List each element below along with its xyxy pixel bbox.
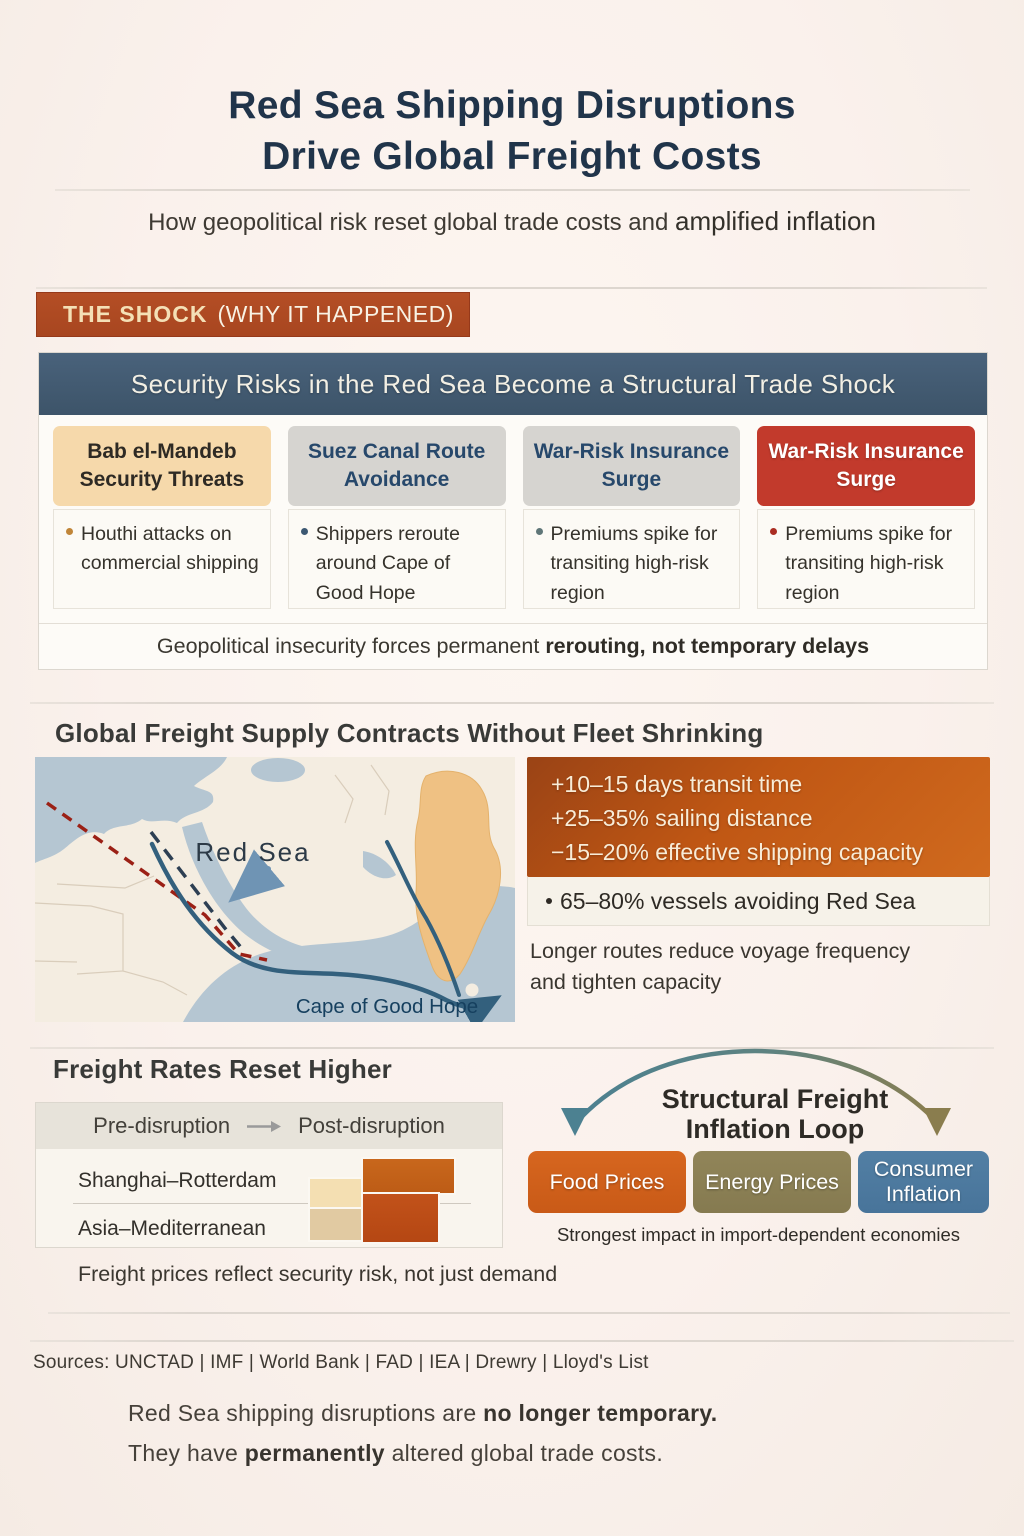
column-war-risk-2 — [757, 426, 975, 609]
food-prices-box: Food Prices — [528, 1151, 686, 1213]
vessels-stat: 65–80% vessels avoiding Red Sea — [560, 887, 916, 914]
column-header: Bab el-Mandeb Security Threats — [53, 426, 271, 506]
bullet-dot-icon — [66, 528, 73, 535]
consumer-inflation-box: Consumer Inflation — [858, 1151, 989, 1213]
arrow-right-icon — [246, 1120, 282, 1133]
energy-prices-box: Energy Prices — [693, 1151, 851, 1213]
divider — [30, 1340, 1014, 1342]
bullet-dot-icon — [301, 528, 308, 535]
badge-label: THE SHOCK — [63, 301, 208, 327]
page-title — [0, 80, 1024, 183]
rates-caption: Freight prices reflect security risk, not just demand — [78, 1262, 558, 1286]
column-body: Houthi attacks on commercial shipping — [53, 509, 271, 609]
column-war-risk-1 — [523, 426, 741, 609]
badge-sublabel: (WHY IT HAPPENED) — [217, 301, 454, 327]
shock-card-footer: Geopolitical insecurity forces permanent rerouting, not temporary delays — [156, 634, 870, 658]
transit-stats-box — [527, 757, 990, 877]
column-body: Shippers reroute around Cape of Good Hope — [288, 509, 506, 609]
subtitle-text: How geopolitical risk reset global trade costs and — [148, 209, 676, 236]
route-label: Shanghai–Rotterdam — [78, 1169, 277, 1192]
shock-card-title: Security Risks in the Red Sea Become a Structural Trade Shock — [39, 353, 987, 415]
closing-line-2: They have permanently altered global trade costs. — [128, 1440, 664, 1466]
column-body: Premiums spike for transiting high-risk region — [523, 509, 741, 609]
supply-note: Longer routes reduce voyage frequency and tighten capacity — [530, 939, 911, 995]
bullet-dot-icon — [546, 898, 552, 904]
bar-asia-post — [363, 1194, 438, 1242]
rates-panel-header — [36, 1103, 502, 1149]
divider — [30, 702, 994, 704]
route-label: Asia–Mediterranean — [78, 1217, 266, 1240]
closing-line-1: Red Sea shipping disruptions are no longer temporary. — [128, 1400, 718, 1426]
vessels-stat-box — [527, 877, 990, 926]
supply-section-title: Global Freight Supply Contracts Without Fleet Shrinking — [55, 718, 764, 748]
loop-caption: Strongest impact in import-dependent economies — [556, 1224, 961, 1245]
post-disruption-label: Post-disruption — [298, 1113, 445, 1138]
bullet-dot-icon — [536, 528, 543, 535]
red-sea-route-map — [35, 757, 515, 1022]
page-subtitle — [0, 206, 1024, 237]
freight-rates-panel — [35, 1102, 503, 1248]
stat-sailing-distance: +25–35% sailing distance — [551, 805, 813, 831]
sources-line: Sources: UNCTAD | IMF | World Bank | FAD | IEA | Drewry | Lloyd's List — [33, 1352, 649, 1373]
title-line-2: Drive Global Freight Costs — [262, 135, 762, 179]
divider — [48, 1312, 1010, 1314]
column-header: War-Risk Insurance Surge — [523, 426, 741, 506]
shock-section-badge — [36, 292, 470, 337]
bar-shanghai-post — [363, 1159, 454, 1193]
shock-card — [38, 352, 988, 670]
stat-transit-time: +10–15 days transit time — [551, 771, 803, 797]
black-sea — [251, 758, 305, 782]
bullet-dot-icon — [770, 528, 777, 535]
column-header: Suez Canal Route Avoidance — [288, 426, 506, 506]
bar-shanghai-pre — [310, 1179, 361, 1209]
divider — [36, 287, 987, 289]
bar-asia-pre — [310, 1209, 361, 1240]
subtitle-emphasis: amplified inflation — [675, 206, 876, 236]
pre-disruption-label: Pre-disruption — [93, 1113, 231, 1138]
column-bab-el-mandeb — [53, 426, 271, 609]
column-body: Premiums spike for transiting high-risk region — [757, 509, 975, 609]
shock-columns — [53, 426, 975, 609]
divider — [39, 623, 987, 624]
red-sea-label: Red Sea — [195, 837, 311, 867]
title-line-1: Red Sea Shipping Disruptions — [228, 84, 796, 127]
rates-section-title: Freight Rates Reset Higher — [53, 1054, 392, 1084]
column-header: War-Risk Insurance Surge — [757, 426, 975, 506]
column-suez-canal — [288, 426, 506, 609]
stat-shipping-capacity: −15–20% effective shipping capacity — [551, 839, 924, 865]
loop-boxes — [528, 1151, 989, 1213]
cape-label: Cape of Good Hope — [295, 995, 479, 1018]
loop-title: Structural Freight Inflation Loop — [661, 1084, 889, 1144]
divider — [55, 189, 970, 191]
